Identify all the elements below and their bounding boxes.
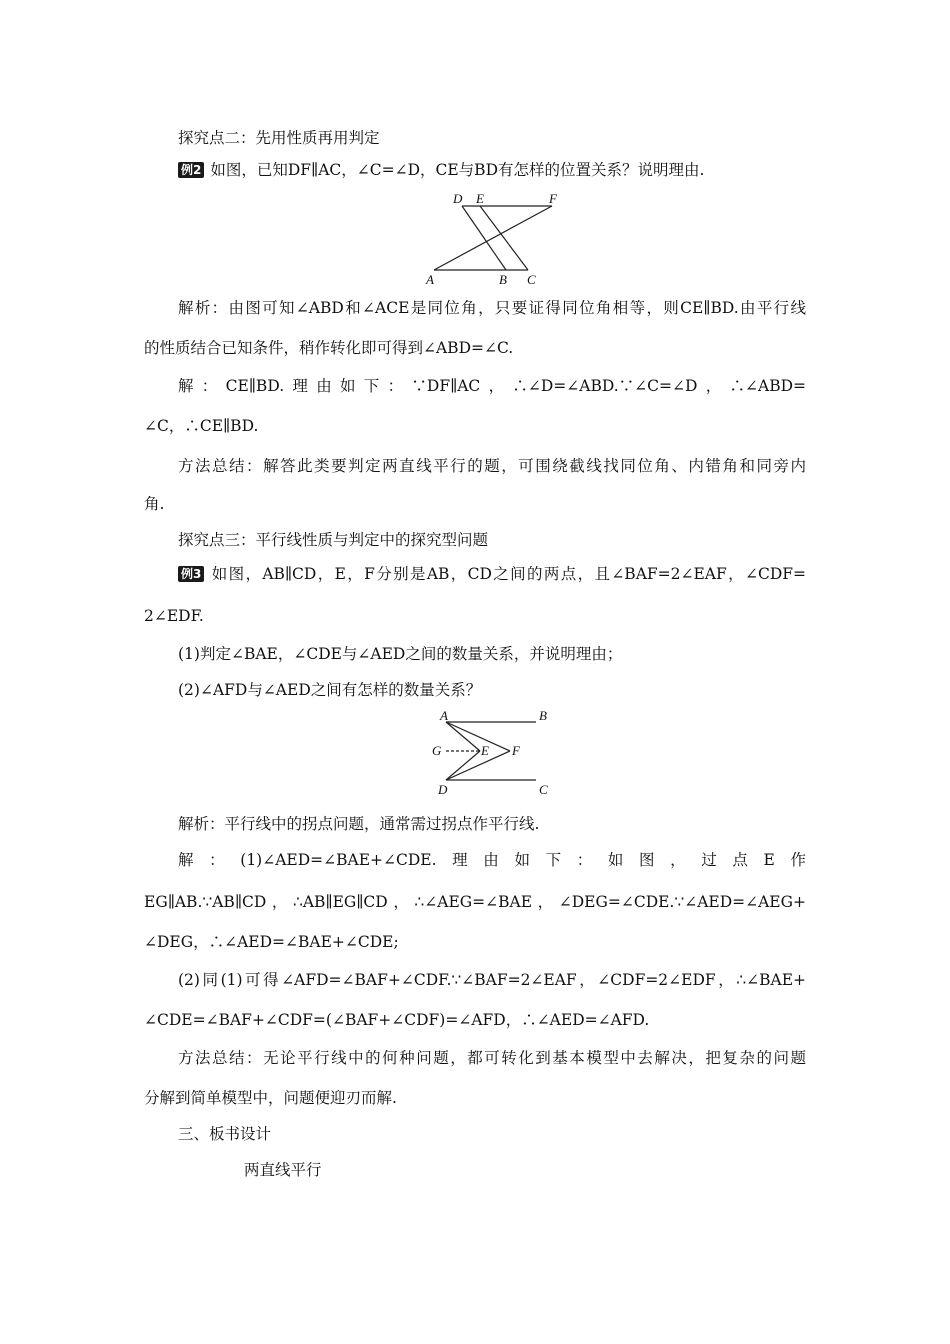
figure-example3 bbox=[426, 706, 566, 798]
board-title: 两直线平行 bbox=[244, 1161, 322, 1179]
label-e: E bbox=[476, 191, 484, 206]
label-d: D bbox=[453, 191, 463, 206]
example3-part2: (2)∠AFD与∠AED之间有怎样的数量关系？ bbox=[178, 681, 482, 699]
label-a: A bbox=[426, 272, 434, 287]
label-d: D bbox=[438, 782, 448, 797]
example3-solution-line3: ∠DEG，∴∠AED=∠BAE+∠CDE; bbox=[144, 933, 399, 951]
line-af bbox=[446, 722, 510, 751]
label-e: E bbox=[481, 743, 489, 758]
section3-heading: 探究点三：平行线性质与判定中的探究型问题 bbox=[178, 531, 489, 549]
example3-analysis: 解析：平行线中的拐点问题，通常需过拐点作平行线. bbox=[178, 815, 540, 833]
line-ec bbox=[480, 206, 528, 270]
line-fd bbox=[446, 751, 510, 780]
label-b: B bbox=[539, 708, 547, 723]
example2-method-line2: 角. bbox=[144, 495, 165, 513]
example3-question-text: 如图，AB∥CD，E，F分别是AB，CD之间的两点，且∠BAF=2∠EAF，∠CDF= bbox=[210, 565, 806, 583]
example3-method-line1: 方法总结：无论平行线中的何种问题，都可转化到基本模型中去解决，把复杂的问题 bbox=[178, 1049, 806, 1067]
line-ed bbox=[446, 751, 480, 780]
example2-question bbox=[178, 160, 704, 180]
label-f: F bbox=[549, 191, 557, 206]
label-f: F bbox=[512, 743, 520, 758]
example3-solution-line4: (2)同(1)可得∠AFD=∠BAF+∠CDF.∵∠BAF=2∠EAF，∠CDF=2∠EDF，∴∠BAE+ bbox=[178, 971, 806, 989]
example2-analysis-line2: 的性质结合已知条件，稍作转化即可得到∠ABD=∠C. bbox=[144, 339, 514, 357]
example2-analysis-line1: 解析：由图可知∠ABD和∠ACE是同位角，只要证得同位角相等，则CE∥BD.由平行线 bbox=[178, 299, 806, 317]
example3-method-line2: 分解到简单模型中，问题便迎刃而解. bbox=[144, 1089, 397, 1107]
line-fa bbox=[434, 206, 552, 270]
example2-badge: 例2 bbox=[178, 162, 204, 178]
label-c: C bbox=[539, 782, 548, 797]
label-c: C bbox=[527, 272, 536, 287]
example3-part1: (1)判定∠BAE，∠CDE与∠AED之间的数量关系，并说明理由； bbox=[178, 645, 623, 663]
example3-solution-line5: ∠CDE=∠BAF+∠CDF=(∠BAF+∠CDF)=∠AFD，∴∠AED=∠AFD. bbox=[144, 1011, 650, 1029]
example2-solution-line1: 解：CE∥BD.理由如下：∵DF∥AC，∴∠D=∠ABD.∵∠C=∠D，∴∠ABD= bbox=[178, 377, 806, 395]
example2-solution-line2: ∠C，∴CE∥BD. bbox=[144, 417, 259, 435]
section2-heading: 探究点二：先用性质再用判定 bbox=[178, 129, 380, 147]
example3-solution-line1: 解：(1)∠AED=∠BAE+∠CDE.理由如下：如图，过点E作 bbox=[178, 851, 806, 869]
example2-question-text: 如图，已知DF∥AC，∠C=∠D，CE与BD有怎样的位置关系？说明理由. bbox=[210, 161, 705, 179]
example3-question-line2: 2∠EDF. bbox=[144, 607, 204, 625]
line-ae bbox=[446, 722, 480, 751]
label-g: G bbox=[432, 743, 442, 758]
line-db bbox=[462, 206, 506, 270]
example2-method-line1: 方法总结：解答此类要判定两直线平行的题，可围绕截线找同位角、内错角和同旁内 bbox=[178, 457, 806, 475]
label-a: A bbox=[440, 708, 448, 723]
board-heading: 三、板书设计 bbox=[178, 1125, 272, 1143]
example3-badge: 例3 bbox=[178, 566, 204, 582]
figure-example2 bbox=[420, 190, 570, 290]
example3-question-line1 bbox=[178, 564, 806, 584]
label-b: B bbox=[499, 272, 507, 287]
example3-solution-line2: EG∥AB.∵AB∥CD，∴AB∥EG∥CD，∴∠AEG=∠BAE，∠DEG=∠CDE.∵∠AED=∠AEG+ bbox=[144, 893, 806, 911]
